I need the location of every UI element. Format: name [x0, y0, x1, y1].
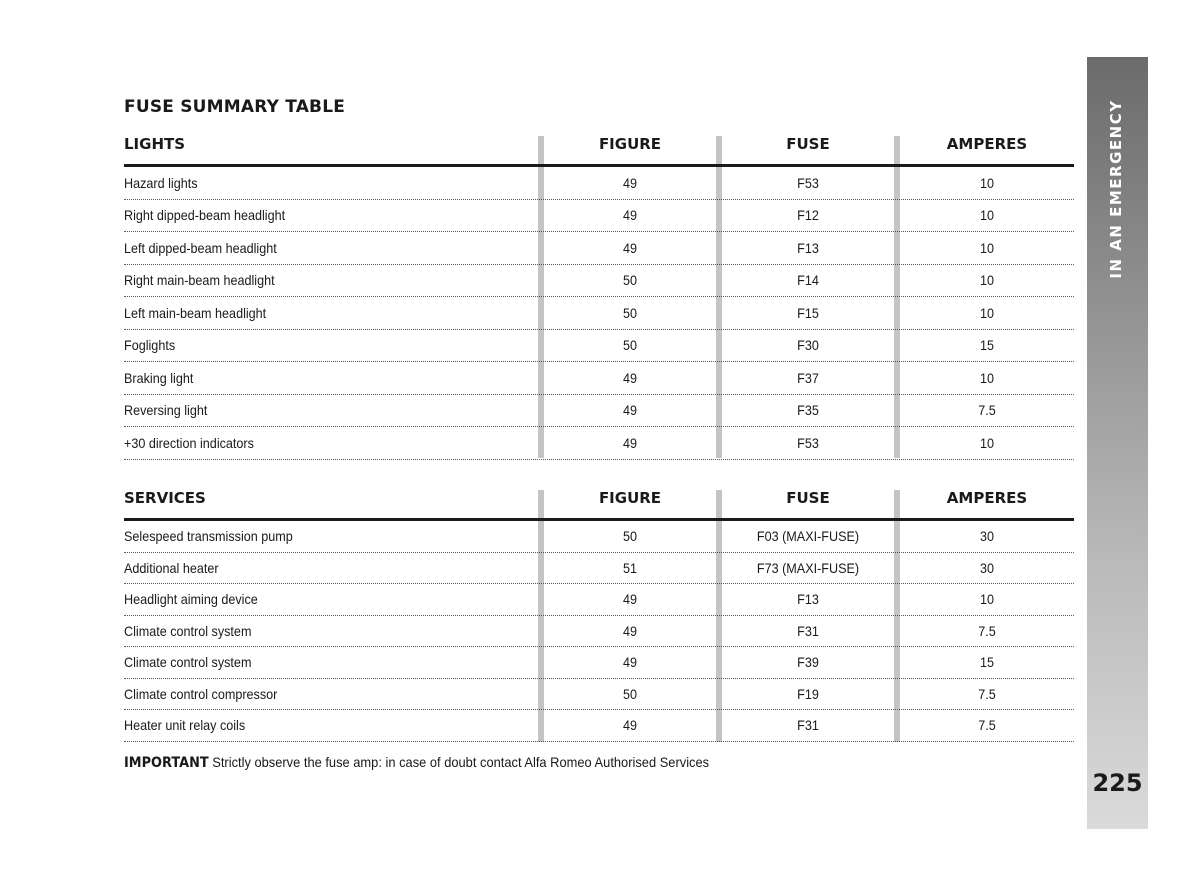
row-figure: 49	[622, 622, 638, 639]
row-name: Left main-beam headlight	[124, 304, 267, 321]
header-amperes: AMPERES	[946, 135, 1028, 153]
table-row	[124, 362, 1074, 395]
table-row	[124, 553, 1074, 585]
page-title: FUSE SUMMARY TABLE	[124, 97, 346, 117]
row-name: Hazard lights	[124, 174, 198, 191]
row-figure: 49	[622, 654, 638, 671]
row-name: Climate control compressor	[124, 685, 278, 702]
row-amperes: 7.5	[978, 622, 996, 639]
row-name: Headlight aiming device	[124, 591, 258, 608]
row-fuse: F19	[797, 685, 819, 702]
row-name: Foglights	[124, 337, 176, 354]
row-figure: 49	[622, 717, 638, 734]
important-note	[124, 754, 709, 771]
row-fuse: F14	[797, 272, 819, 289]
row-amperes: 30	[979, 559, 995, 576]
row-fuse: F31	[797, 622, 819, 639]
table-row	[124, 427, 1074, 460]
row-figure: 49	[622, 591, 638, 608]
important-label: IMPORTANT	[124, 755, 209, 771]
table-row	[124, 395, 1074, 428]
row-fuse: F53	[797, 174, 819, 191]
row-amperes: 15	[979, 337, 995, 354]
row-name: Braking light	[124, 369, 194, 386]
header-amperes: AMPERES	[946, 489, 1028, 507]
row-figure: 50	[622, 528, 638, 545]
row-fuse: F31	[797, 717, 819, 734]
row-name: Selespeed transmission pump	[124, 528, 293, 545]
table-row	[124, 710, 1074, 742]
header-fuse: FUSE	[786, 135, 830, 153]
section-side-tab	[1087, 57, 1148, 829]
table-row	[124, 584, 1074, 616]
table-row	[124, 200, 1074, 233]
row-amperes: 10	[979, 369, 995, 386]
row-fuse: F39	[797, 654, 819, 671]
header-lights: LIGHTS	[124, 135, 186, 153]
header-figure: FIGURE	[598, 489, 662, 507]
header-services: SERVICES	[124, 489, 206, 507]
row-fuse: F30	[797, 337, 819, 354]
row-amperes: 10	[979, 591, 995, 608]
section-label: IN AN EMERGENCY	[1107, 99, 1125, 279]
row-fuse: F73 (MAXI-FUSE)	[756, 559, 860, 576]
row-fuse: F37	[797, 369, 819, 386]
table-row	[124, 297, 1074, 330]
row-name: Climate control system	[124, 622, 252, 639]
header-fuse: FUSE	[786, 489, 830, 507]
row-fuse: F35	[797, 402, 819, 419]
row-name: Heater unit relay coils	[124, 717, 246, 734]
row-name: +30 direction indicators	[124, 434, 254, 451]
lights-table-rows	[124, 167, 1074, 460]
row-amperes: 7.5	[978, 685, 996, 702]
services-table-rows	[124, 521, 1074, 742]
row-figure: 49	[622, 174, 638, 191]
table-header-row	[124, 490, 1074, 521]
row-name: Right dipped-beam headlight	[124, 207, 286, 224]
row-amperes: 10	[979, 239, 995, 256]
row-figure: 50	[622, 272, 638, 289]
row-name: Right main-beam headlight	[124, 272, 275, 289]
row-figure: 49	[622, 369, 638, 386]
row-figure: 49	[622, 239, 638, 256]
table-row	[124, 679, 1074, 711]
row-figure: 50	[622, 304, 638, 321]
row-figure: 50	[622, 685, 638, 702]
row-fuse: F12	[797, 207, 819, 224]
row-amperes: 30	[979, 528, 995, 545]
row-fuse: F53	[797, 434, 819, 451]
row-name: Additional heater	[124, 559, 219, 576]
table-row	[124, 616, 1074, 648]
table-row	[124, 330, 1074, 363]
row-fuse: F03 (MAXI-FUSE)	[756, 528, 860, 545]
row-fuse: F15	[797, 304, 819, 321]
row-name: Climate control system	[124, 654, 252, 671]
row-amperes: 10	[979, 434, 995, 451]
important-text: Strictly observe the fuse amp: in case of doubt contact Alfa Romeo Authorised Services	[212, 754, 710, 770]
page-number: 225	[1092, 769, 1143, 797]
row-name: Left dipped-beam headlight	[124, 239, 277, 256]
table-row	[124, 521, 1074, 553]
row-figure: 50	[622, 337, 638, 354]
table-row	[124, 647, 1074, 679]
row-amperes: 10	[979, 174, 995, 191]
row-figure: 49	[622, 207, 638, 224]
row-fuse: F13	[797, 591, 819, 608]
row-fuse: F13	[797, 239, 819, 256]
table-row	[124, 167, 1074, 200]
row-amperes: 7.5	[978, 402, 996, 419]
table-header-row	[124, 136, 1074, 167]
header-figure: FIGURE	[598, 135, 662, 153]
row-name: Reversing light	[124, 402, 208, 419]
row-amperes: 15	[979, 654, 995, 671]
row-amperes: 10	[979, 207, 995, 224]
row-amperes: 7.5	[978, 717, 996, 734]
row-amperes: 10	[979, 304, 995, 321]
table-row	[124, 265, 1074, 298]
row-figure: 49	[622, 434, 638, 451]
row-amperes: 10	[979, 272, 995, 289]
table-row	[124, 232, 1074, 265]
row-figure: 51	[622, 559, 638, 576]
row-figure: 49	[622, 402, 638, 419]
